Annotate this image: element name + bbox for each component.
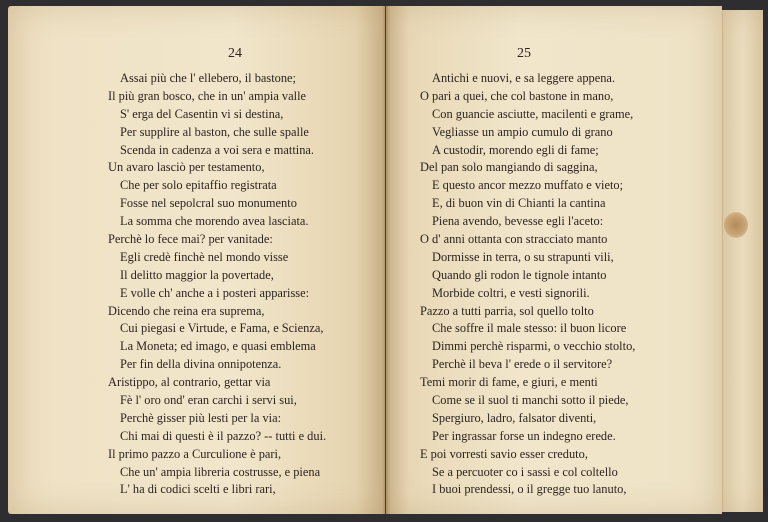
right-page-number: 25 [517,46,531,61]
verse-line: Per supplire al baston, che sulle spalle [120,124,309,139]
verse-line: S' erga del Casentin vi si destina, [120,106,284,121]
verse-line: Che un' ampia libreria costrusse, e piena [120,464,321,479]
verse-line: Scenda in cadenza a voi sera e mattina. [120,142,315,157]
verse-line: Temi morir di fame, e giuri, e menti [420,375,598,390]
verse-line: E, di buon vin di Chianti la cantina [432,196,606,211]
verse-line: Aristippo, al contrario, gettar via [108,375,271,390]
verse-line: Il delitto maggior la povertade, [120,267,274,282]
verse-line: Fè l' oro ond' eran carchi i servi sui, [120,393,297,408]
book-gutter [382,6,390,514]
verse-line: Dicendo che reina era suprema, [108,303,265,318]
verse-line: Morbide coltri, e vesti signorili. [432,285,590,300]
verse-line: E volle ch' anche a i posteri apparisse: [120,285,310,300]
verse-line: Il primo pazzo a Curculione è pari, [108,446,282,461]
verse-line: Perchè gisser più lesti per la via: [120,410,282,425]
verse-line: L' ha di codici scelti e libri rari, [120,482,276,497]
verse-line: O d' anni ottanta con stracciato manto [420,232,608,247]
verse-line: Egli credè finchè nel mondo visse [120,249,289,264]
verse-line: Se a percuoter co i sassi e col coltello [432,464,618,479]
left-page-text [108,70,326,499]
verse-line: Dimmi perchè risparmi, o vecchio stolto, [432,339,636,354]
verse-line: Come se il suol ti manchi sotto il piede, [432,393,629,408]
verse-line: Piena avendo, bevesse egli l'aceto: [432,214,604,229]
verse-line: E poi vorresti savio esser creduto, [420,446,588,461]
verse-line: Assai più che l' ellebero, il bastone; [120,71,296,85]
verse-line: Chi mai di questi è il pazzo? -- tutti e dui. [120,428,327,443]
verse-line: I buoi prendessi, o il gregge tuo lanuto, [432,482,627,497]
verse-line: La Moneta; ed imago, e quasi emblema [120,339,316,354]
verse-line: La somma che morendo avea lasciata. [120,214,309,229]
left-page-number: 24 [228,46,242,61]
verse-line: Quando gli rodon le tignole intanto [432,267,607,282]
verse-line: Antichi e nuovi, e sa leggere appena. [432,71,616,85]
verse-line: O pari a quei, che col bastone in mano, [420,88,614,103]
verse-line: Per ingrassar forse un indegno erede. [432,428,616,443]
verse-line: Del pan solo mangiando di saggina, [420,160,598,175]
verse-line: Per fin della divina onnipotenza. [120,357,282,372]
verse-line: Con guancie asciutte, macilenti e grame, [432,106,634,121]
verse-line: Spergiuro, ladro, falsator diventi, [432,410,597,425]
verse-line: Un avaro lasciò per testamento, [108,160,265,175]
verse-line: Perchè il beva l' erede o il servitore? [432,357,613,372]
verse-line: Cui piegasi e Virtude, e Fama, e Scienza, [120,321,324,336]
verse-line: Perchè lo fece mai? per vanitade: [108,232,273,247]
verse-line: Fosse nel sepolcral suo monumento [120,196,297,211]
verse-line: Pazzo a tutti parria, sol quello tolto [420,303,594,318]
paper-stain [724,212,748,238]
verse-line: Che per solo epitaffio registrata [120,178,277,193]
verse-line: Che soffre il male stesso: il buon licore [432,321,627,336]
verse-line: Dormisse in terra, o su strapunti vili, [432,249,614,264]
verse-line: A custodir, morendo egli di fame; [432,142,599,157]
verse-line: Il più gran bosco, che in un' ampia valle [108,88,307,103]
verse-line: Vegliasse un ampio cumulo di grano [432,124,613,139]
verse-line: E questo ancor mezzo muffato e vieto; [432,178,624,193]
right-page-text [420,70,635,499]
page-edge [722,10,763,512]
